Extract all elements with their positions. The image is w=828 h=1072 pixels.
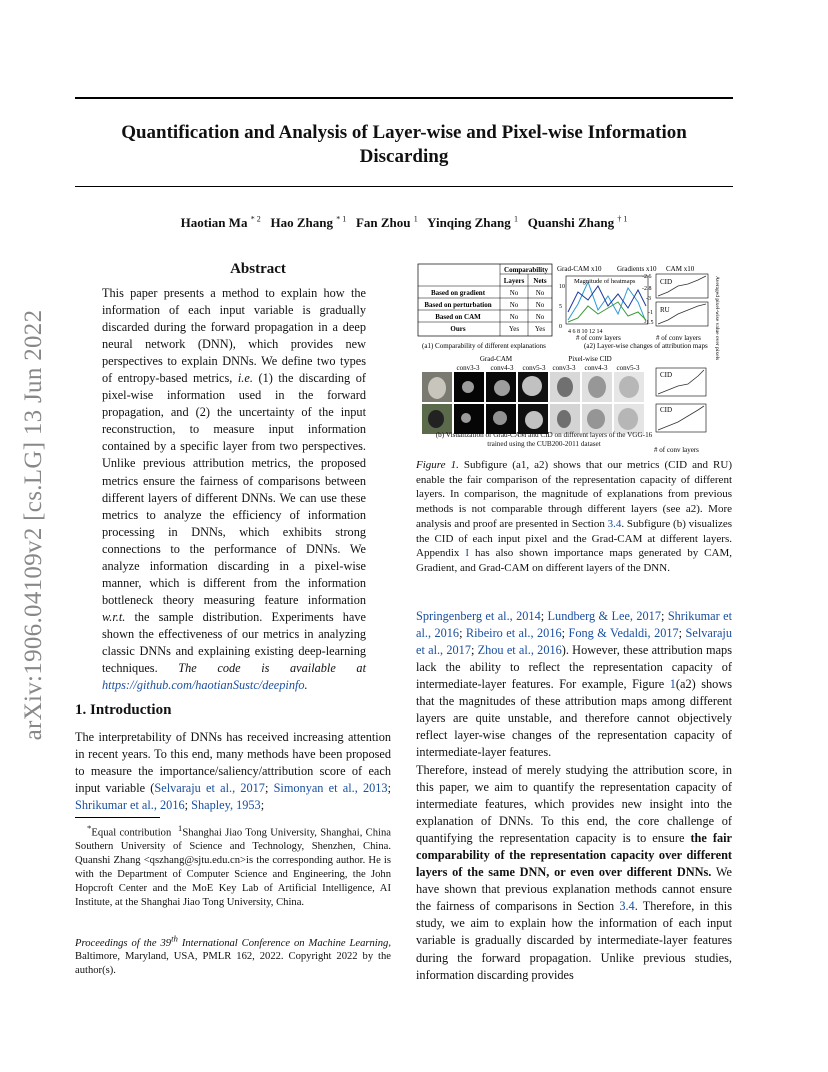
axis-tick: -2.6 <box>642 274 652 280</box>
figure-1 <box>416 262 734 454</box>
table-cell: No <box>535 289 545 297</box>
table-cell: No <box>535 301 545 309</box>
bird-image <box>428 410 444 428</box>
citation-link[interactable]: Springenberg et al., 2014 <box>416 609 541 623</box>
footnote-proceedings: Proceedings of the 39th International Conference on Machine Learning, Baltimore, Maryland, USA, PMLR 162, 2022. Copyright 2022 by the author(s). <box>75 933 391 977</box>
gradcam-map <box>494 380 510 396</box>
cid-map <box>557 410 571 428</box>
arxiv-identifier: arXiv:1906.04109v2 [cs.LG] 13 Jun 2022 <box>20 309 47 741</box>
axis-tick: -3 <box>646 296 651 302</box>
footnote-affiliations: *Equal contribution $^1$Shanghai Jiao Tong University, Shanghai, China Southern University of Science and Technology, Shenzhen, China. Quanshi Zhang <qszhang@sjtu.edu.cn>is the corresponding author. He is with the Department of Computer Science and Engineering, the John Hopcroft Center and the MoE Key Lab of Artificial Intelligence, AI Institute, at the Shanghai Jiao Tong University, China. <box>75 823 391 909</box>
author-1: Haotian Ma $^{* 2}$ <box>180 215 261 231</box>
citation-link[interactable]: Fong & Vedaldi, 2017 <box>568 626 679 641</box>
cid-map <box>557 377 573 397</box>
citation-link[interactable]: Simonyan et al., 2013 <box>273 781 388 796</box>
author-4: Yinqing Zhang $^1$ <box>427 215 518 231</box>
table-cell: No <box>509 313 519 321</box>
section-link[interactable]: 3.4 <box>607 517 622 530</box>
magnitude-plot <box>557 265 695 342</box>
axis-tick: -1 <box>648 310 653 316</box>
caption-b: (b) Visualization of Grad-CAM and CID on different layers of the VGG-16 trained using the CUB200-2011 dataset <box>435 431 653 448</box>
figure-1-caption: Figure 1. Subfigure (a1, a2) shows that our metrics (CID and RU) enable the fair comparison of the representation capacity of different layers. In comparison, the magnitude of explanations from previous methods is not comparable through different layers (see a2). More analysis and proof are presented in Section 3.4. Subfigure (b) visualizes the CID of each input pixel and the Grad-CAM at different layers. Appendix I has also shown importance maps generated by CAM, Gradient, and Grad-CAM on different layers of the DNN. <box>416 459 732 574</box>
axis-tick: -1.5 <box>644 320 654 326</box>
magnitude-label: Magnitude of heatmaps <box>574 278 636 285</box>
label-cam: CAM x10 <box>666 265 695 273</box>
right-paragraph-1: Springenberg et al., 2014; Lundberg & Lee, 2017; Shrikumar et al., 2016; Ribeiro et al., 2016; Fong & Vedaldi, 2017; Selvaraju et al., 2017; Zhou et al., 2016). However, these attribution maps lack the ability to reflect the representation capacity of intermediate-layer features. For example, Figure 1(a2) shows that the magnitudes of these attribution maps among different layers are quite unstable, and therefore cannot objectively reflect layer-wise changes of the representation capacity of intermediate-layer features. <box>416 609 732 760</box>
title-bottom-rule <box>75 186 733 187</box>
table-row-name: Based on perturbation <box>424 301 492 309</box>
figure-link[interactable]: 1 <box>669 677 676 692</box>
gradcam-title: Grad-CAM <box>479 355 513 363</box>
conv-label: conv3-3 <box>552 364 576 372</box>
cid-map <box>587 409 605 429</box>
table-cell: No <box>535 313 545 321</box>
figure-1-graphic <box>416 262 734 454</box>
x-axis-label-right: # of conv layers <box>656 334 701 342</box>
title-line-1: Quantification and Analysis of Layer-wise and Pixel-wise Information <box>121 122 687 143</box>
intro-paragraph: The interpretability of DNNs has received increasing attention in recent years. To this end, many methods have been proposed to measure the importance/saliency/attribution score of each input variable (Selvaraju et al., 2017; Simonyan et al., 2013; Shrikumar et al., 2016; Shapley, 1953; <box>75 730 391 813</box>
ru-label: RU <box>660 306 670 314</box>
axis-tick: 5 <box>559 304 562 310</box>
gradcam-map <box>462 381 474 393</box>
axis-tick: 10 <box>559 284 565 290</box>
footnote-rule <box>75 817 160 818</box>
citation-link[interactable]: Shrikumar et al., 2016 <box>75 798 185 813</box>
cid-map <box>618 408 638 430</box>
gradcam-map <box>493 411 507 425</box>
caption-a1: (a1) Comparability of different explanations <box>422 342 546 350</box>
citation-link[interactable]: Shapley, 1953 <box>191 798 261 813</box>
author-5: Quanshi Zhang $^{\dagger 1}$ <box>527 215 628 231</box>
code-link[interactable]: https://github.com/haotianSustc/deepinfo <box>102 678 305 693</box>
gradcam-map <box>525 411 543 429</box>
author-3: Fan Zhou $^1$ <box>355 215 418 231</box>
table-header-comparability: Comparability <box>504 266 548 274</box>
section-link[interactable]: 3.4 <box>619 899 635 914</box>
caption-a2: (a2) Layer-wise changes of attribution maps <box>584 342 708 350</box>
cid-label-small: CID <box>660 406 673 414</box>
table-row-name: Based on CAM <box>435 313 481 321</box>
table-cell: No <box>509 301 519 309</box>
conv-label: conv4-3 <box>490 364 514 372</box>
cid-label: CID <box>660 278 673 286</box>
author-list <box>75 215 733 231</box>
gradcam-map <box>461 413 471 423</box>
axis-tick: -2.8 <box>642 286 652 292</box>
section-heading-introduction: 1. Introduction <box>75 702 172 718</box>
pixelcid-title: Pixel-wise CID <box>568 355 612 363</box>
table-header-layers: Layers <box>503 277 525 285</box>
cid-map <box>588 376 606 398</box>
author-2: Hao Zhang $^{* 1}$ <box>270 215 347 231</box>
table-cell: No <box>509 289 519 297</box>
conv-label: conv3-3 <box>456 364 480 372</box>
label-gradcam: Grad-CAM x10 <box>557 265 602 273</box>
gradcam-map <box>522 376 542 396</box>
side-axis-label: Averaged pixel-wise value over pixels <box>714 276 720 361</box>
label-gradients: Gradients x10 <box>617 265 657 273</box>
paper-title <box>75 121 733 169</box>
cid-label-small: CID <box>660 371 673 379</box>
conv-label: conv5-3 <box>522 364 546 372</box>
citation-link[interactable]: Zhou et al., 2016 <box>477 643 562 658</box>
x-axis-label-small: # of conv layers <box>654 446 699 454</box>
arxiv-sidebar-stamp <box>14 290 54 760</box>
comparability-table <box>418 264 552 336</box>
citation-link[interactable]: Lundberg & Lee, 2017 <box>547 609 661 623</box>
citation-link[interactable]: Shrikumar et al., 2016 <box>416 609 732 641</box>
bird-image <box>428 377 446 399</box>
axis-tick: 4 6 8 10 12 14 <box>568 329 603 335</box>
citation-link[interactable]: Selvaraju et al., 2017 <box>416 626 732 658</box>
cid-map <box>619 376 639 398</box>
conv-label: conv5-3 <box>616 364 640 372</box>
citation-link[interactable]: Selvaraju et al., 2017 <box>154 781 265 796</box>
citation-link[interactable]: Ribeiro et al., 2016 <box>465 626 562 641</box>
abstract-heading: Abstract <box>230 261 286 277</box>
table-header-nets: Nets <box>533 277 547 285</box>
title-top-rule <box>75 97 733 99</box>
table-row-name: Based on gradient <box>430 289 486 297</box>
x-axis-label-left: # of conv layers <box>576 334 621 342</box>
axis-tick: 0 <box>559 324 562 330</box>
right-paragraph-2: Therefore, instead of merely studying the attribution score, in this paper, we aim to quantify the representation capacity of intermediate features, which provides new insight into the explanation of DNNs. To this end, the core challenge of quantifying the representation capacity is to ensure the fair comparability of the representation capacity over different layers of the same DNN, or even over different DNNs. We have shown that previous explanation methods cannot ensure the fairness of comparisons in Section 3.4. Therefore, in this study, we aim to explain how the information of each input variable is gradually discarded by intermediate-layer features during the forward propagation. Unlike previous studies, information discarding provides <box>416 763 733 982</box>
appendix-link[interactable]: I <box>465 547 470 560</box>
table-cell: Yes <box>508 325 520 333</box>
abstract-body: This paper presents a method to explain how the information of each input variable is gradually discarded during the forward propagation in a deep neural network (DNN), which provides new perspectives to explain DNNs. We define two types of entropy-based metrics, i.e. (1) the discarding of pixel-wise information used in the forward propagation, and (2) the uncertainty of the input reconstruction, to measure input information contained by a specific layer from two perspectives. Unlike previous attribution metrics, the proposed metrics ensure the fairness of comparisons between different layers of different DNNs. We can use these metrics to analyze the efficiency of information processing in DNNs, which exhibits strong connections to the performance of DNNs. We analyze information discarding in a pixel-wise manner, which is different from the information bottleneck theory measuring feature information w.r.t. the sample distribution. Experiments have shown the effectiveness of our metrics in analyzing classic DNNs and explaining existing deep-learning techniques. The code is available at https://github.com/haotianSustc/deepinfo. <box>102 286 366 693</box>
table-cell: Yes <box>534 325 546 333</box>
title-line-2: Discarding <box>359 146 449 167</box>
table-row-name: Ours <box>450 325 466 333</box>
conv-label: conv4-3 <box>584 364 608 372</box>
